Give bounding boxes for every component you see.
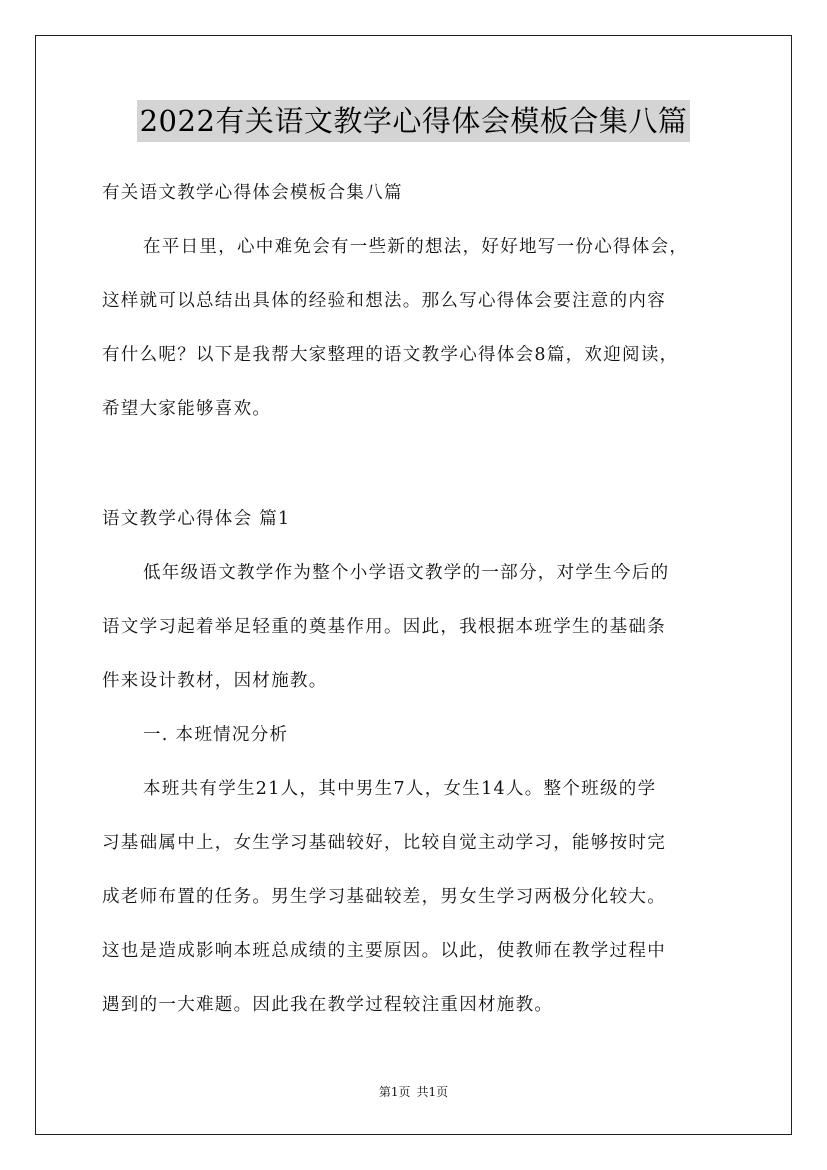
intro-line: 有什么呢？以下是我帮大家整理的语文教学心得体会8篇，欢迎阅读， — [102, 345, 679, 365]
intro-line: 在平日里，心中难免会有一些新的想法，好好地写一份心得体会， — [143, 237, 689, 257]
analysis-line: 成老师布置的任务。男生学习基础较差，男女生学习两极分化较大。 — [102, 887, 666, 907]
analysis-line: 本班共有学生21人，其中男生7人，女生14人。整个班级的学 — [143, 779, 657, 799]
analysis-line: 遇到的一大难题。因此我在教学过程较注重因材施教。 — [102, 995, 554, 1015]
sub-heading: 一. 本班情况分析 — [143, 725, 289, 745]
section-heading: 语文教学心得体会 篇1 — [102, 509, 291, 529]
section-para-line: 低年级语文教学作为整个小学语文教学的一部分，对学生今后的 — [143, 563, 670, 583]
section-para-line: 语文学习起着举足轻重的奠基作用。因此，我根据本班学生的基础条 — [102, 617, 666, 637]
document-title-text: 2022有关语文教学心得体会模板合集八篇 — [137, 100, 691, 142]
analysis-line: 习基础属中上，女生学习基础较好，比较自觉主动学习，能够按时完 — [102, 833, 666, 853]
intro-line: 这样就可以总结出具体的经验和想法。那么写心得体会要注意的内容 — [102, 291, 666, 311]
page-number: 第1页 — [378, 1085, 411, 1099]
document-title — [0, 100, 827, 142]
subtitle: 有关语文教学心得体会模板合集八篇 — [102, 183, 403, 203]
section-para-line: 件来设计教材，因材施教。 — [102, 671, 328, 691]
page-total: 共1页 — [416, 1085, 449, 1099]
analysis-line: 这也是造成影响本班总成绩的主要原因。以此，使教师在教学过程中 — [102, 941, 666, 961]
page-footer — [0, 1083, 827, 1100]
intro-line: 希望大家能够喜欢。 — [102, 399, 272, 419]
